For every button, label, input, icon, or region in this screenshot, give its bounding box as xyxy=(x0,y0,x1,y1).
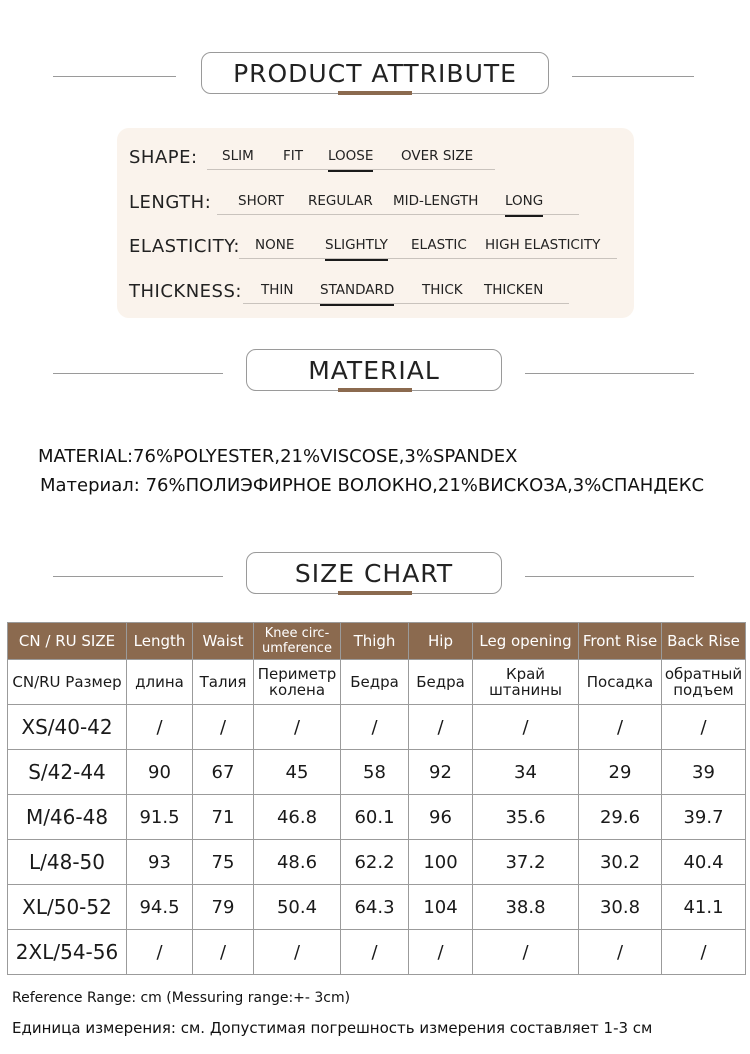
table-cell: 62.2 xyxy=(341,840,409,885)
attr-row-shape xyxy=(129,140,499,170)
table-cell: / xyxy=(473,930,579,975)
table-cell: / xyxy=(409,930,473,975)
accent-bar xyxy=(338,91,412,95)
attr-option-selected: STANDARD xyxy=(320,282,395,298)
table-header-ru-cell: Талия xyxy=(193,660,254,705)
attr-option: ELASTIC xyxy=(411,237,467,253)
attr-underline xyxy=(217,214,579,215)
table-header-ru-cell: обратный подъем xyxy=(662,660,746,705)
table-header-ru-cell: CN/RU Размер xyxy=(8,660,127,705)
table-row xyxy=(8,930,746,975)
attr-option: SLIM xyxy=(222,148,254,164)
table-header-ru-cell: Край штанины xyxy=(473,660,579,705)
table-cell: 94.5 xyxy=(127,885,193,930)
table-header-ru-cell: Бедра xyxy=(341,660,409,705)
attr-option: FIT xyxy=(283,148,303,164)
accent-bar xyxy=(338,388,412,392)
table-cell: 39.7 xyxy=(662,795,746,840)
table-cell: / xyxy=(473,705,579,750)
divider-line xyxy=(572,76,694,77)
table-cell: 37.2 xyxy=(473,840,579,885)
section-header-product-attribute xyxy=(0,52,750,100)
table-header-ru-row xyxy=(8,660,746,705)
table-cell: / xyxy=(409,705,473,750)
table-cell: / xyxy=(341,930,409,975)
attr-option: MID-LENGTH xyxy=(393,193,479,209)
table-cell: 30.8 xyxy=(579,885,662,930)
attr-row-thickness xyxy=(129,274,589,304)
table-row-size-cell: L/48-50 xyxy=(8,840,127,885)
table-cell: 39 xyxy=(662,750,746,795)
table-cell: / xyxy=(579,705,662,750)
table-header-cell: Knee circ-umference xyxy=(254,623,341,660)
material-ru-value: 76%ПОЛИЭФИРНОЕ ВОЛОКНО,21%ВИСКОЗА,3%СПАНДЕКС xyxy=(145,475,705,496)
table-row-size-cell: XS/40-42 xyxy=(8,705,127,750)
attr-underline xyxy=(207,169,495,170)
attr-label: THICKNESS: xyxy=(129,281,242,302)
attr-label: ELASTICITY: xyxy=(129,236,240,257)
section-title: PRODUCT ATTRIBUTE xyxy=(201,52,549,94)
table-cell: 50.4 xyxy=(254,885,341,930)
attr-option: SHORT xyxy=(238,193,284,209)
table-cell: 58 xyxy=(341,750,409,795)
section-title: SIZE CHART xyxy=(246,552,502,594)
table-cell: / xyxy=(254,705,341,750)
table-cell: / xyxy=(579,930,662,975)
table-header-cell: CN / RU SIZE xyxy=(8,623,127,660)
table-cell: 48.6 xyxy=(254,840,341,885)
table-header-row xyxy=(8,623,746,660)
table-row xyxy=(8,840,746,885)
table-cell: 35.6 xyxy=(473,795,579,840)
table-cell: 92 xyxy=(409,750,473,795)
attr-option-selected: SLIGHTLY xyxy=(325,237,388,253)
attr-option-selected: LOOSE xyxy=(328,148,374,164)
table-header-ru-cell: Бедра xyxy=(409,660,473,705)
table-header-cell: Thigh xyxy=(341,623,409,660)
section-header-material xyxy=(0,349,750,397)
attr-option: THICK xyxy=(422,282,463,298)
table-row-size-cell: M/46-48 xyxy=(8,795,127,840)
product-attribute-panel xyxy=(117,128,634,318)
table-header-ru-cell: длина xyxy=(127,660,193,705)
table-cell: / xyxy=(193,705,254,750)
attr-option: HIGH ELASTICITY xyxy=(485,237,601,253)
table-header-ru-cell: Периметр колена xyxy=(254,660,341,705)
attr-row-length xyxy=(129,185,599,215)
table-cell: / xyxy=(662,705,746,750)
material-en-label: MATERIAL: xyxy=(38,446,134,467)
size-chart-table xyxy=(7,622,746,975)
attr-label: SHAPE: xyxy=(129,147,198,168)
table-cell: 100 xyxy=(409,840,473,885)
table-cell: 79 xyxy=(193,885,254,930)
table-header-ru-cell: Посадка xyxy=(579,660,662,705)
material-ru xyxy=(40,475,704,496)
table-row xyxy=(8,795,746,840)
table-cell: / xyxy=(127,930,193,975)
attr-option: NONE xyxy=(255,237,295,253)
table-cell: 34 xyxy=(473,750,579,795)
divider-line xyxy=(53,76,176,77)
divider-line xyxy=(525,373,694,374)
table-cell: 38.8 xyxy=(473,885,579,930)
table-cell: 64.3 xyxy=(341,885,409,930)
table-cell: 67 xyxy=(193,750,254,795)
table-cell: 40.4 xyxy=(662,840,746,885)
table-cell: 75 xyxy=(193,840,254,885)
table-cell: / xyxy=(341,705,409,750)
attr-option: OVER SIZE xyxy=(401,148,474,164)
table-row xyxy=(8,705,746,750)
table-cell: 46.8 xyxy=(254,795,341,840)
material-en xyxy=(38,446,517,467)
attr-label: LENGTH: xyxy=(129,192,212,213)
table-cell: 29 xyxy=(579,750,662,795)
table-row-size-cell: XL/50-52 xyxy=(8,885,127,930)
table-row xyxy=(8,750,746,795)
footer-reference-en: Reference Range: cm (Messuring range:+- 3cm) xyxy=(12,990,351,1006)
divider-line xyxy=(53,576,223,577)
divider-line xyxy=(53,373,223,374)
table-header-cell: Waist xyxy=(193,623,254,660)
divider-line xyxy=(525,576,694,577)
attr-row-elasticity xyxy=(129,229,629,259)
table-row-size-cell: S/42-44 xyxy=(8,750,127,795)
attr-option: THICKEN xyxy=(484,282,544,298)
table-cell: 71 xyxy=(193,795,254,840)
table-cell: / xyxy=(254,930,341,975)
attr-option: REGULAR xyxy=(308,193,373,209)
section-title: MATERIAL xyxy=(246,349,502,391)
table-cell: 30.2 xyxy=(579,840,662,885)
table-cell: 104 xyxy=(409,885,473,930)
accent-bar xyxy=(338,591,412,595)
attr-option: THIN xyxy=(261,282,294,298)
attr-underline xyxy=(239,258,617,259)
table-cell: / xyxy=(127,705,193,750)
table-header-cell: Hip xyxy=(409,623,473,660)
table-header-cell: Length xyxy=(127,623,193,660)
material-ru-label: Материал: xyxy=(40,475,140,496)
table-cell: 96 xyxy=(409,795,473,840)
attr-underline xyxy=(243,303,569,304)
table-cell: 29.6 xyxy=(579,795,662,840)
table-header-cell: Front Rise xyxy=(579,623,662,660)
table-header-cell: Leg opening xyxy=(473,623,579,660)
table-cell: 91.5 xyxy=(127,795,193,840)
material-en-value: 76%POLYESTER,21%VISCOSE,3%SPANDEX xyxy=(133,446,518,467)
table-row xyxy=(8,885,746,930)
table-cell: / xyxy=(193,930,254,975)
table-header-cell: Back Rise xyxy=(662,623,746,660)
footer-reference-ru: Единица измерения: см. Допустимая погрешность измерения составляет 1-3 см xyxy=(12,1019,653,1037)
section-header-size-chart xyxy=(0,552,750,600)
attr-option-selected: LONG xyxy=(505,193,544,209)
table-cell: 90 xyxy=(127,750,193,795)
table-cell: 60.1 xyxy=(341,795,409,840)
table-cell: 93 xyxy=(127,840,193,885)
table-cell: / xyxy=(662,930,746,975)
table-cell: 41.1 xyxy=(662,885,746,930)
table-cell: 45 xyxy=(254,750,341,795)
table-row-size-cell: 2XL/54-56 xyxy=(8,930,127,975)
